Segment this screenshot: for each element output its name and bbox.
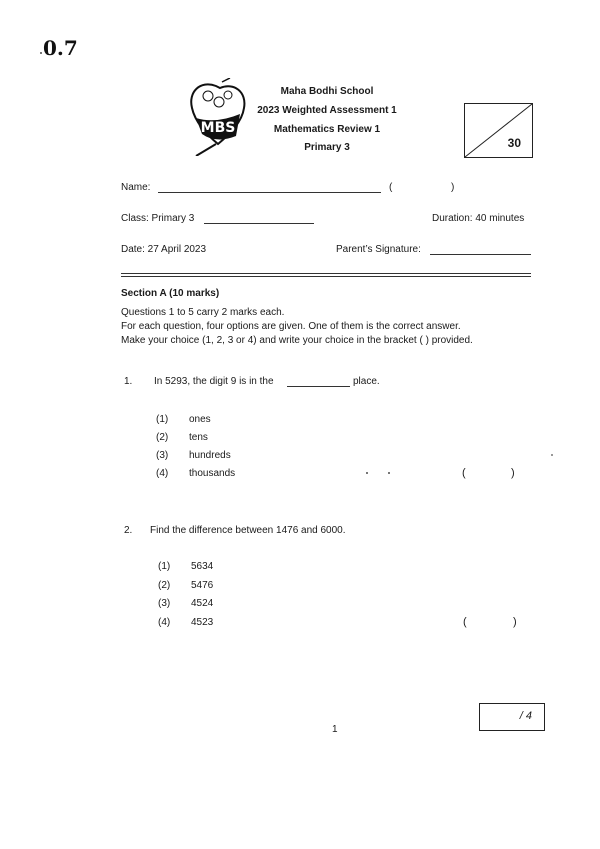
q1-option-2-num: (2) — [156, 432, 169, 443]
q1-option-2-text: tens — [189, 432, 208, 443]
q2-option-2-num: (2) — [158, 580, 171, 591]
q1-option-3-text: hundreds — [189, 450, 231, 461]
question-1-text-after: place. — [353, 376, 380, 387]
name-label: Name: — [121, 182, 151, 193]
q2-option-1-text: 5634 — [191, 561, 214, 572]
q1-answer-bracket-open: ( — [462, 467, 466, 479]
corner-label: 0.7 — [43, 36, 78, 60]
q1-option-1-num: (1) — [156, 414, 169, 425]
question-1-blank — [287, 386, 350, 387]
instruction-line-2: For each question, four options are given. One of them is the correct answer. — [121, 321, 461, 332]
q1-answer-bracket-close: ) — [511, 467, 515, 479]
page-score-box — [479, 703, 545, 731]
scan-speck — [551, 454, 553, 456]
assessment-title: 2023 Weighted Assessment 1 — [257, 105, 397, 116]
level-title: Primary 3 — [304, 142, 350, 153]
question-2-text: Find the difference between 1476 and 6000. — [150, 525, 346, 536]
score-box-diagonal — [465, 104, 532, 157]
school-name: Maha Bodhi School — [280, 86, 374, 97]
page-number: 1 — [332, 724, 338, 735]
instruction-line-3: Make your choice (1, 2, 3 or 4) and write your choice in the bracket ( ) provided. — [121, 335, 473, 346]
question-1-text: In 5293, the digit 9 is in the — [154, 376, 274, 387]
subject-title: Mathematics Review 1 — [273, 124, 381, 135]
q1-option-4-num: (4) — [156, 468, 169, 479]
index-bracket-open: ( — [389, 182, 393, 193]
date-label: Date: 27 April 2023 — [121, 244, 207, 255]
scan-speck — [388, 472, 390, 474]
scan-speck — [366, 472, 368, 474]
section-title: Section A (10 marks) — [121, 288, 220, 299]
divider-bottom — [121, 276, 531, 277]
q2-option-4-text: 4523 — [191, 617, 214, 628]
total-score-box — [464, 103, 533, 158]
q2-answer-bracket-close: ) — [513, 616, 517, 628]
q2-option-3-num: (3) — [158, 598, 171, 609]
q1-option-4-text: thousands — [189, 468, 236, 479]
question-2-number: 2. — [124, 525, 133, 536]
q2-option-3-text: 4524 — [191, 598, 214, 609]
q2-option-2-text: 5476 — [191, 580, 214, 591]
total-marks: 30 — [507, 136, 521, 150]
q2-option-1-num: (1) — [158, 561, 171, 572]
duration-label: Duration: 40 minutes — [432, 213, 525, 224]
question-1-number: 1. — [124, 376, 133, 387]
logo-text: MBS — [200, 120, 236, 136]
instruction-line-1: Questions 1 to 5 carry 2 marks each. — [121, 307, 285, 318]
signature-field[interactable] — [430, 254, 531, 255]
q1-option-1-text: ones — [189, 414, 211, 425]
q2-answer-bracket-open: ( — [463, 616, 467, 628]
name-field[interactable] — [158, 192, 381, 193]
index-bracket-close: ) — [451, 182, 455, 193]
divider-top — [121, 273, 531, 274]
q2-option-4-num: (4) — [158, 617, 171, 628]
signature-label: Parent’s Signature: — [336, 244, 421, 255]
scan-speck — [40, 52, 42, 54]
page-score: / 4 — [519, 710, 532, 722]
q1-option-3-num: (3) — [156, 450, 169, 461]
class-label: Class: Primary 3 — [121, 213, 195, 224]
class-field[interactable] — [204, 223, 314, 224]
